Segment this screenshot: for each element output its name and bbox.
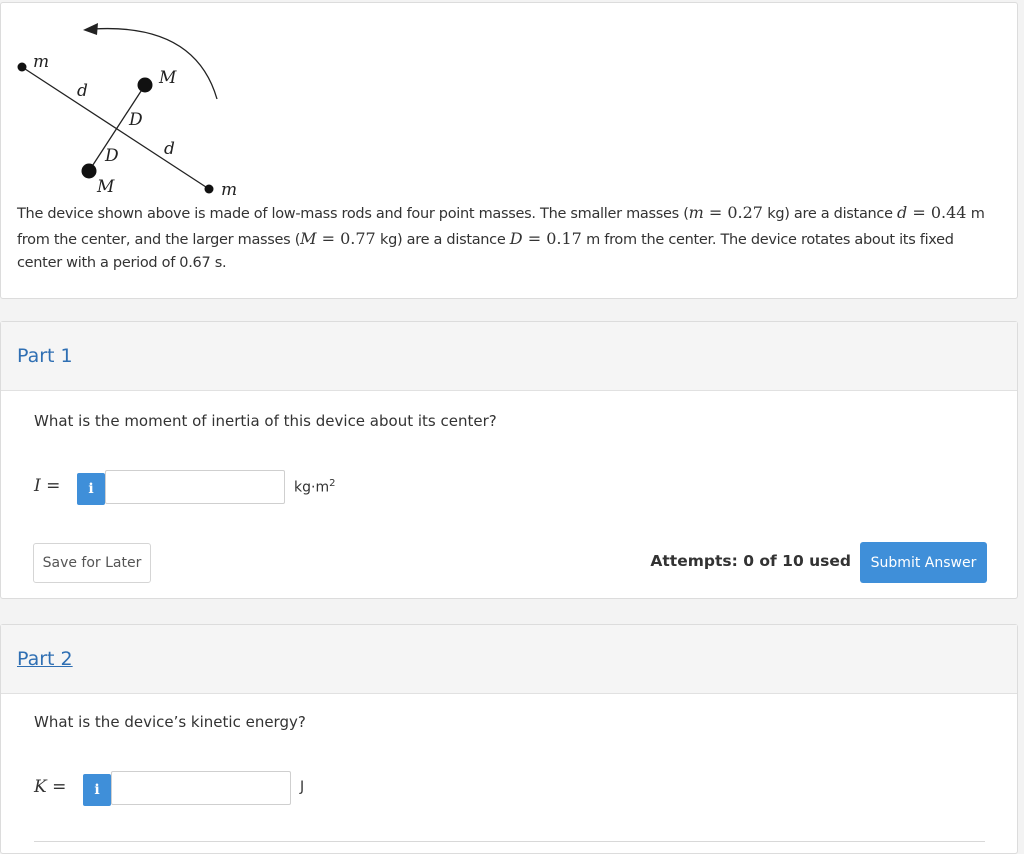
part-2-title[interactable]: Part 2 xyxy=(17,648,73,670)
save-for-later-button[interactable]: Save for Later xyxy=(33,543,151,583)
rotation-arrow xyxy=(93,29,217,99)
label-D-bottom: D xyxy=(105,146,119,166)
part-1-title[interactable]: Part 1 xyxy=(17,345,73,367)
moment-of-inertia-label: I = xyxy=(34,476,61,496)
moment-of-inertia-unit: $kg\cdot m^2$ xyxy=(294,478,336,496)
kinetic-energy-input[interactable] xyxy=(111,771,291,805)
label-d-top: d xyxy=(77,81,88,101)
problem-card xyxy=(0,2,1018,299)
large-mass-bottom xyxy=(82,164,97,179)
part-2-card xyxy=(0,624,1018,854)
label-m-top: m xyxy=(33,52,50,72)
small-mass-bottom xyxy=(205,185,214,194)
rod-small-masses xyxy=(22,67,209,189)
part-1-header xyxy=(1,322,1017,391)
kinetic-energy-label: K = xyxy=(34,777,67,797)
part-2-header xyxy=(1,625,1017,694)
moment-of-inertia-input[interactable] xyxy=(105,470,285,504)
rotation-arrowhead-icon xyxy=(83,23,98,35)
label-m-bottom: m xyxy=(221,180,238,200)
rotating-device-diagram xyxy=(11,15,251,200)
kinetic-energy-unit: J xyxy=(300,779,305,795)
label-M-bottom: M xyxy=(97,177,115,197)
attempts-counter: Attempts: 0 of 10 used xyxy=(650,552,851,570)
label-D-top: D xyxy=(129,110,143,130)
info-icon[interactable]: i xyxy=(83,774,111,806)
problem-statement: The device shown above is made of low-mass rods and four point masses. The smaller masses (m = 0.27 kg) are a distance d = 0.44 m from the center, and the larger masses (M = 0.77 kg) are a distance D = 0.17 m from the center. The device rotates about its fixed center with a period of 0.67 s. xyxy=(17,203,985,271)
submit-answer-button[interactable]: Submit Answer xyxy=(860,542,987,583)
part-1-card xyxy=(0,321,1018,599)
info-icon[interactable]: i xyxy=(77,473,105,505)
large-mass-top xyxy=(138,78,153,93)
small-mass-top xyxy=(18,63,27,72)
part-1-question: What is the moment of inertia of this device about its center? xyxy=(34,412,497,430)
label-M-top: M xyxy=(159,68,177,88)
label-d-bottom: d xyxy=(164,139,175,159)
part-2-question: What is the device’s kinetic energy? xyxy=(34,713,306,731)
